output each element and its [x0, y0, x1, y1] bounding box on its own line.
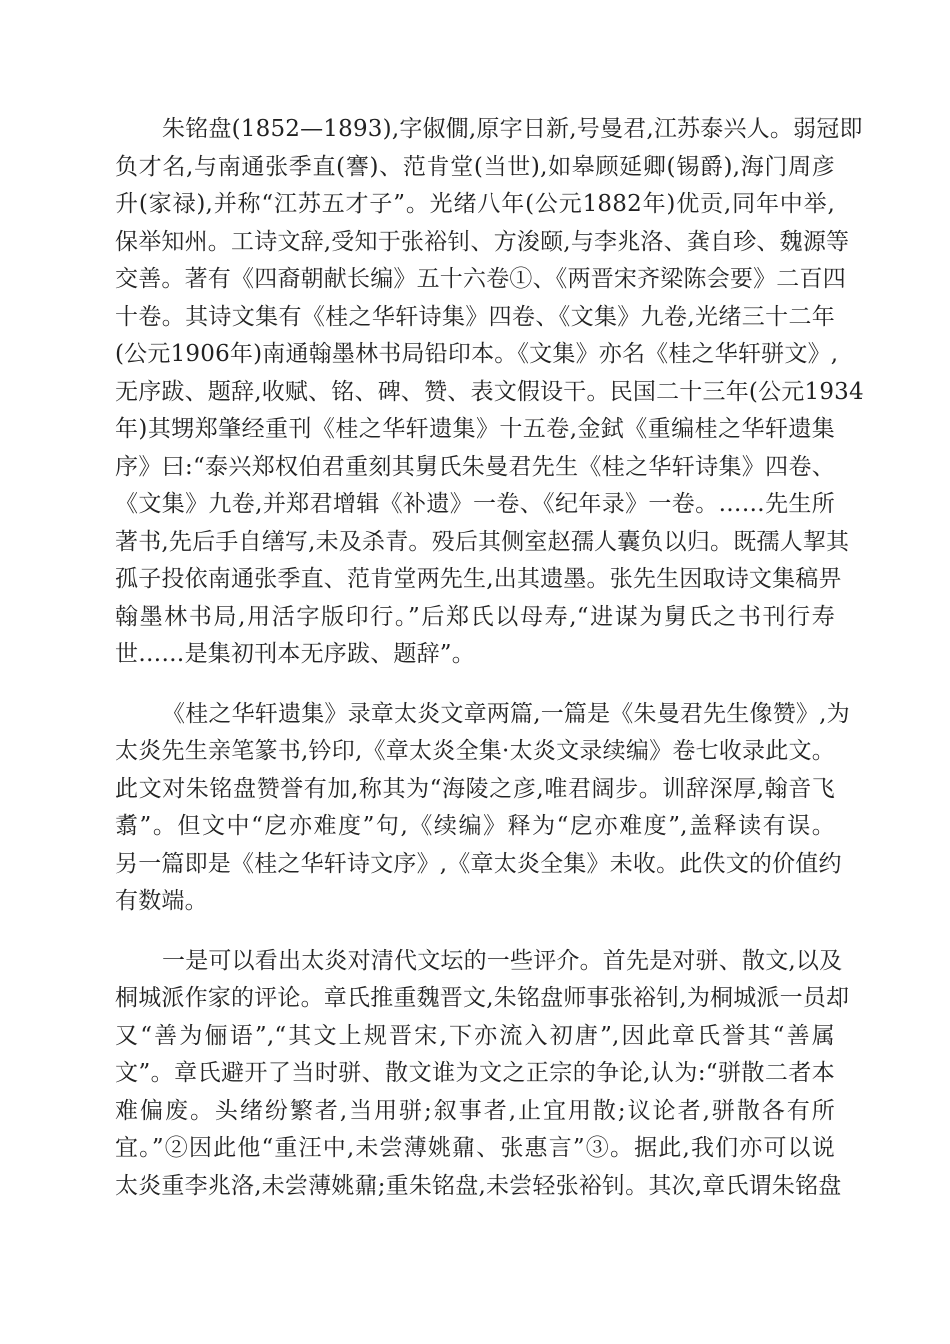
text-line: 桐城派作家的评论。章氏推重魏晋文,朱铭盘师事张裕钊,为桐城派一员却 [115, 985, 850, 1011]
text-line: 《文集》九卷,并郑君增辑《补遗》一卷、《纪年录》一卷。……先生所 [115, 491, 835, 517]
text-line: (公元1906年)南通翰墨林书局铅印本。《文集》亦名《桂之华轩骈文》, [115, 341, 839, 367]
paragraph-3 [115, 943, 850, 1206]
text-line: 朱铭盘(1852—1893),字俶僩,原字日新,号曼君,江苏泰兴人。弱冠即 [162, 116, 863, 142]
text-line: 孤子投依南通张季直、范肯堂两先生,出其遗墨。张先生因取诗文集稿畀 [115, 566, 842, 592]
text-line: 宜。”②因此他“重汪中,未尝薄姚鼐、张惠言”③。据此,我们亦可以说 [115, 1135, 835, 1161]
text-line: 《桂之华轩遗集》录章太炎文章两篇,一篇是《朱曼君先生像赞》,为 [162, 700, 850, 727]
text-line: 难偏废。头绪纷繁者,当用骈;叙事者,止宜用散;议论者,骈散各有所 [115, 1097, 835, 1124]
text-line: 升(家禄),并称“江苏五才子”。光绪八年(公元1882年)优贡,同年中举, [115, 191, 835, 217]
text-line: 此文对朱铭盘赞誉有加,称其为“海陵之彦,唯君阔步。训辞深厚,翰音飞 [115, 775, 835, 802]
text-line: 翰墨林书局,用活字版印行。”后郑氏以母寿,“进谋为舅氏之书刊行寿 [115, 603, 835, 630]
text-line: 一是可以看出太炎对清代文坛的一些评介。首先是对骈、散文,以及 [162, 947, 843, 974]
text-line: 另一篇即是《桂之华轩诗文序》,《章太炎全集》未收。此佚文的价值约 [115, 850, 842, 877]
text-line: 世……是集初刊本无序跋、题辞”。 [115, 641, 475, 667]
paragraph-1 [115, 111, 864, 674]
paragraph-2 [115, 696, 850, 921]
text-line: 年)其甥郑肇经重刊《桂之华轩遗集》十五卷,金鉽《重编桂之华轩遗集 [115, 416, 835, 442]
text-line: 又“善为俪语”,“其文上规晋宋,下亦流入初唐”,因此章氏誉其“善属 [115, 1022, 835, 1049]
text-line: 十卷。其诗文集有《桂之华轩诗集》四卷、《文集》九卷,光绪三十二年 [115, 303, 835, 330]
text-line: 保举知州。工诗文辞,受知于张裕钊、方浚颐,与李兆洛、龚自珍、魏源等 [115, 228, 850, 255]
document-page [115, 111, 864, 1205]
text-line: 太炎先生亲笔篆书,钤印,《章太炎全集·太炎文录续编》卷七收录此文。 [115, 738, 835, 764]
text-line: 有数端。 [115, 888, 208, 914]
text-line: 交善。著有《四裔朝献长编》五十六卷①、《两晋宋齐梁陈会要》二百四 [115, 266, 846, 292]
text-line: 序》曰:“泰兴郑权伯君重刻其舅氏朱曼君先生《桂之华轩诗集》四卷、 [115, 453, 835, 480]
text-line: 无序跋、题辞,收赋、铭、碑、赞、表文假设干。民国二十三年(公元1934 [115, 378, 864, 405]
text-line: 著书,先后手自缮写,未及杀青。殁后其侧室赵孺人囊负以归。既孺人挈其 [115, 528, 850, 555]
text-line: 太炎重李兆洛,未尝薄姚鼐;重朱铭盘,未尝轻张裕钊。其次,章氏谓朱铭盘 [115, 1172, 842, 1199]
text-line: 文”。章氏避开了当时骈、散文谁为文之正宗的争论,认为:“骈散二者本 [115, 1060, 835, 1086]
text-line: 负才名,与南通张季直(謇)、范肯堂(当世),如皋顾延卿(锡爵),海门周彦 [115, 153, 835, 180]
text-line: 翥”。但文中“戹亦难度”句,《续编》释为“戹亦难度”,盖释读有误。 [115, 813, 835, 839]
